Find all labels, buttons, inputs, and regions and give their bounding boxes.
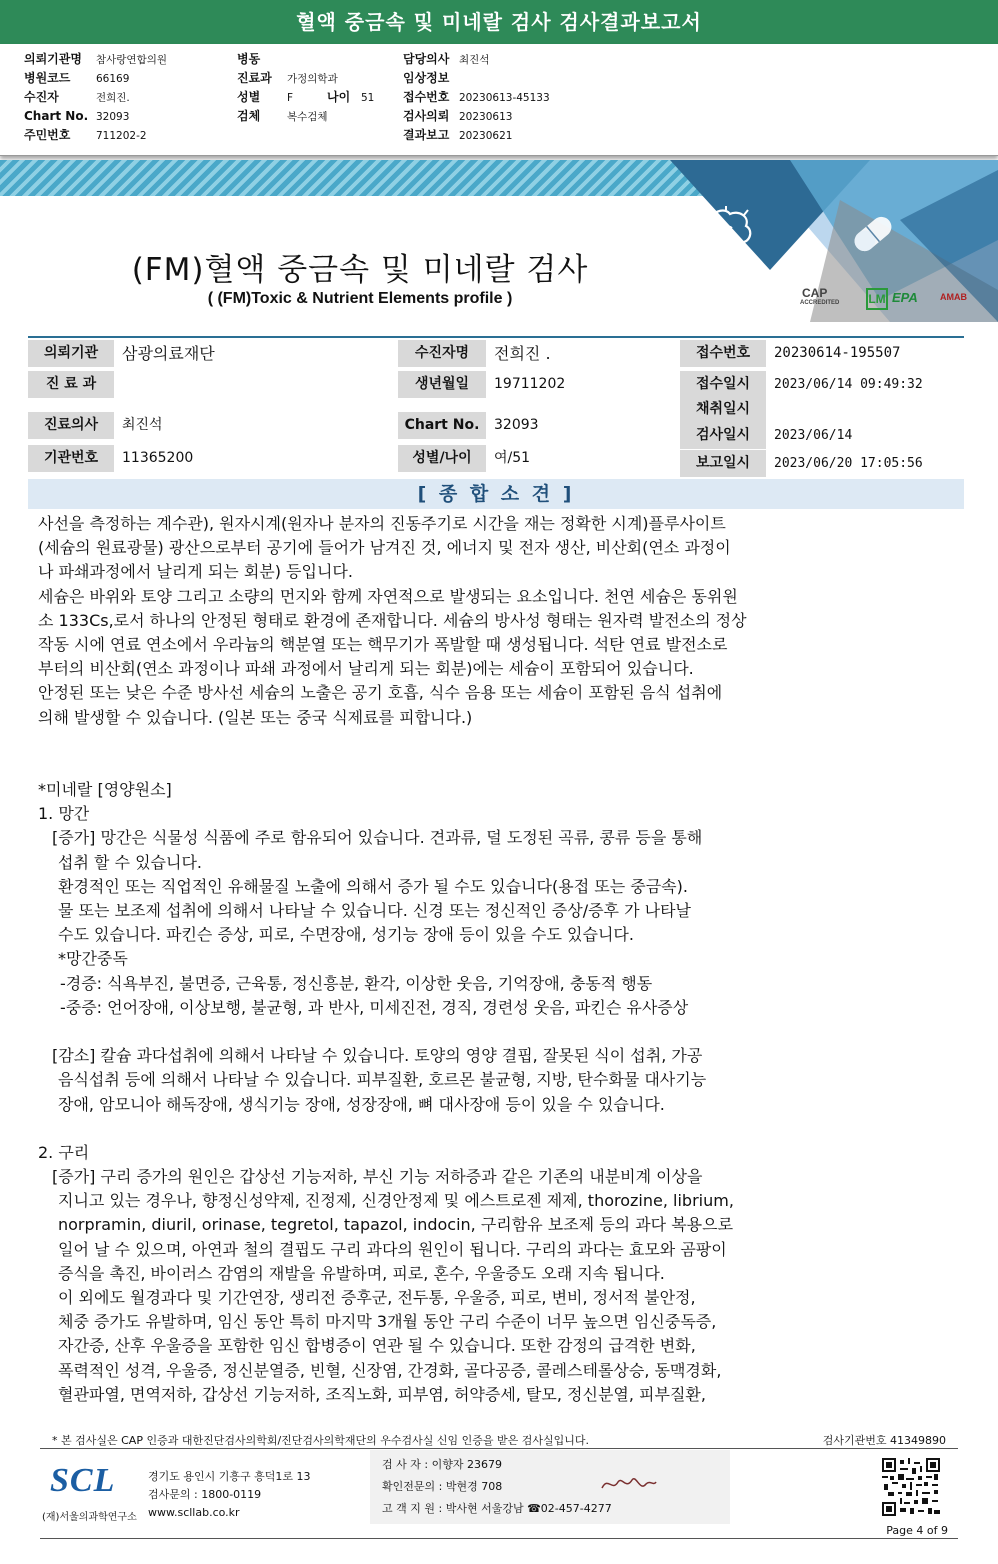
divider	[40, 1538, 958, 1539]
info-value: 최진석	[459, 54, 490, 66]
info-value: 20230621	[459, 130, 513, 142]
test-banner	[0, 160, 998, 322]
brain-icon	[698, 206, 756, 258]
lab-address: 경기도 용인시 기흥구 흥덕1로 13	[148, 1470, 311, 1483]
tester: 검 사 자 : 이향자 23679	[382, 1458, 502, 1471]
chart-value: 32093	[488, 412, 678, 439]
collect-label: 채취일시	[680, 396, 766, 423]
text-line: *망간중독	[58, 949, 128, 969]
doctor-label: 진료의사	[28, 412, 114, 439]
scl-logo: SCL	[50, 1462, 116, 1499]
birth-value: 19711202	[488, 371, 678, 398]
info-value: 32093	[96, 111, 130, 123]
info-value: 전희진.	[96, 92, 130, 104]
patient-info-table	[28, 336, 964, 471]
copper-heading: 2. 구리	[38, 1142, 90, 1162]
info-label: 나이	[327, 90, 351, 104]
qr-code-icon	[882, 1458, 940, 1516]
info-label: 의뢰기관명	[24, 52, 82, 66]
report-title: 혈액 중금속 및 미네랄 검사 검사결과보고서	[0, 0, 998, 44]
amab-logo: AMAB	[940, 292, 967, 302]
staff-panel	[370, 1450, 730, 1524]
info-label: 결과보고	[403, 128, 450, 142]
info-label: 성별	[237, 90, 261, 104]
text-line: 자간증, 산후 우울증을 포함한 임신 합병증이 연관 될 수 있습니다. 또한 감정의 급격한 변화,	[58, 1336, 696, 1356]
inst-label: 의뢰기관	[28, 340, 114, 367]
info-label: 접수번호	[403, 90, 450, 104]
dept-label: 진 료 과	[28, 371, 114, 398]
recv-date-label: 접수일시	[680, 371, 766, 398]
divider	[40, 1448, 958, 1449]
mineral-heading: *미네랄 [영양원소]	[38, 780, 172, 800]
banner-subtitle: ( (FM)Toxic & Nutrient Elements profile )	[207, 290, 513, 307]
reviewer: 확인전문의 : 박현경 708	[382, 1480, 503, 1493]
request-info-panel	[0, 44, 998, 156]
signature-image	[598, 1472, 658, 1496]
cap-logo-sub: ACCREDITED	[800, 300, 840, 306]
text-line: 체중 증가도 유발하며, 임신 동안 특히 마지막 3개월 동안 구리 수준이 너무 높으면 임신중독증,	[58, 1312, 717, 1332]
table-row	[28, 448, 964, 477]
text-line: 섭취 할 수 있습니다.	[58, 852, 202, 872]
summary-body	[38, 512, 898, 1407]
certification-note: * 본 검사실은 CAP 인증과 대한진단검사의학회/진단검사의학재단의 우수검사실 신임 인증을 받은 검사실입니다.	[52, 1434, 590, 1447]
summary-heading: [ 종 합 소 견 ]	[28, 479, 964, 509]
cap-logo-text: CAP	[802, 286, 828, 300]
epa-logo: EPA	[892, 290, 918, 305]
info-label: 임상정보	[403, 71, 450, 85]
info-value: 20230613-45133	[459, 92, 550, 104]
info-label: 수진자	[24, 90, 59, 104]
text-line: 증식을 촉진, 바이러스 감염의 재발을 유발하며, 피로, 혼수, 우울증도 오래 지속 됩니다.	[58, 1263, 665, 1283]
text-line: 세슘은 바위와 토양 그리고 소량의 먼지와 함께 자연적으로 발생되는 요소입니다. 천연 세슘은 동위원	[38, 586, 738, 606]
text-line: 의해 발생할 수 있습니다. (일본 또는 중국 식제료를 피합니다.)	[38, 707, 473, 727]
recv-no-value: 20230614-195507	[774, 345, 901, 361]
text-line: -중증: 언어장애, 이상보행, 불균형, 과 반사, 미세진전, 경직, 경련성 웃음, 파킨슨 유사증상	[60, 997, 689, 1017]
text-line: [감소] 칼슘 과다섭취에 의해서 나타날 수 있습니다. 토양의 영양 결핍, 잘못된 식이 섭취, 가공	[52, 1046, 703, 1066]
text-line: 장애, 암모니아 해독장애, 생식기능 장애, 성장장애, 뼈 대사장애 등이 있을 수 있습니다.	[58, 1094, 665, 1114]
manganese-heading: 1. 망간	[38, 804, 90, 824]
report-date-label: 보고일시	[680, 450, 766, 477]
report-date-value: 2023/06/20 17:05:56	[774, 456, 923, 471]
doctor-value: 최진석	[116, 412, 396, 439]
info-label: 검체	[237, 109, 261, 123]
text-line: 음식섭취 등에 의해서 나타날 수 있습니다. 피부질환, 호르몬 불균형, 지방, 탄수화물 대사기능	[58, 1070, 707, 1090]
request-info-col2	[237, 50, 374, 126]
text-line: 안정된 또는 낮은 수준 방사선 세슘의 노출은 공기 호흡, 식수 음용 또는 세슘이 포함된 음식 섭취에	[38, 683, 723, 703]
text-line: 수도 있습니다. 파킨슨 증상, 피로, 수면장애, 성기능 장애 등이 있을 수도 있습니다.	[58, 925, 634, 945]
text-line: 일어 날 수 있으며, 아연과 철의 결핍도 구리 과다의 원인이 됩니다. 구리의 과다는 효모와 곰팡이	[58, 1239, 727, 1259]
text-line: [증가] 구리 증가의 원인은 갑상선 기능저하, 부신 기능 저하증과 같은 기존의 내분비계 이상을	[52, 1167, 703, 1187]
text-line: 지니고 있는 경우나, 향정신성약제, 진정제, 신경안정제 및 에스트로젠 제제, thorozine, librium,	[58, 1191, 734, 1211]
text-line: (세슘의 원료광물) 광산으로부터 공기에 들어가 남겨진 것, 에너지 및 전자 생산, 비산회(연소 과정이	[38, 538, 731, 558]
institution-reg-no: 검사기관번호 41349890	[822, 1434, 946, 1447]
sexage-value: 여/51	[488, 445, 678, 472]
recv-no-label: 접수번호	[680, 340, 766, 367]
info-label: 진료과	[237, 71, 272, 85]
chart-label: Chart No.	[398, 412, 486, 439]
org-name: (재)서울의과학연구소	[42, 1512, 137, 1523]
text-line: 사선을 측정하는 계수관), 원자시계(원자나 분자의 진동주기로 시간을 재는 정확한 시계)플루사이트	[38, 514, 726, 533]
lab-contact	[148, 1468, 311, 1522]
info-value: 20230613	[459, 111, 513, 123]
text-line: 나 파쇄과정에서 날리게 되는 회분) 등입니다.	[38, 562, 353, 582]
lm-logo: LM	[866, 288, 888, 310]
info-value: 복수검체	[287, 111, 328, 123]
request-info-col3	[403, 50, 550, 145]
cap-logo	[802, 286, 827, 300]
name-value: 전희진 .	[488, 340, 678, 367]
info-value: 가정의학과	[287, 73, 338, 85]
info-label: 검사의뢰	[403, 109, 450, 123]
name-label: 수진자명	[398, 340, 486, 367]
lab-phone: 검사문의 : 1800-0119	[148, 1488, 262, 1501]
text-line: 폭력적인 성격, 우울증, 정신분열증, 빈혈, 신장염, 간경화, 골다공증, 콜레스테롤상승, 동맥경화,	[58, 1360, 722, 1380]
info-label: Chart No.	[24, 109, 89, 123]
text-line: 부터의 비산회(연소 과정이나 파쇄 과정에서 날리게 되는 회분)에는 세슘이 포함되어 있습니다.	[38, 659, 694, 679]
table-row	[28, 338, 964, 367]
page-number: Page 4 of 9	[886, 1524, 948, 1537]
text-line: -경증: 식욕부진, 불면증, 근육통, 정신흥분, 환각, 이상한 웃음, 기억장애, 충동적 행동	[60, 973, 653, 993]
sexage-label: 성별/나이	[398, 445, 486, 472]
customer-support: 고 객 지 원 : 박사현 서울강남 ☎02-457-4277	[382, 1502, 612, 1515]
info-value: 51	[361, 92, 375, 104]
text-line: 이 외에도 월경과다 및 기간연장, 생리전 증후군, 전두통, 우울증, 피로, 변비, 정서적 불안정,	[58, 1288, 696, 1307]
info-value: 참사랑연합의원	[96, 54, 168, 66]
info-label: 병동	[237, 52, 261, 66]
text-line: 작동 시에 연료 연소에서 우라늄의 핵분열 또는 핵무기가 폭발할 때 생성됩니다. 석탄 연료 발전소로	[38, 634, 728, 654]
text-line: 혈관파열, 면역저하, 갑상선 기능저하, 조직노화, 피부염, 허약증세, 탈모, 정신분열, 피부질환,	[58, 1384, 706, 1404]
code-value: 11365200	[116, 445, 396, 472]
birth-label: 생년월일	[398, 371, 486, 398]
info-label: 주민번호	[24, 128, 71, 142]
banner-title: (FM)혈액 중금속 및 미네랄 검사	[131, 252, 589, 288]
info-value: F	[287, 92, 294, 104]
info-label: 병원코드	[24, 71, 71, 85]
report-footer	[0, 1428, 998, 1564]
text-line: 물 또는 보조제 섭취에 의해서 나타날 수 있습니다. 신경 또는 정신적인 증상/증후 가 나타날	[58, 901, 692, 920]
text-line: 소 133Cs,로서 하나의 안정된 형태로 환경에 존재합니다. 세슘의 방사성 형태는 원자력 발전소의 정상	[38, 610, 747, 630]
text-line: norpramin, diuril, orinase, tegretol, tapazol, indocin, 구리함유 보조제 등의 과다 복용으로	[58, 1215, 734, 1235]
test-date-label: 검사일시	[680, 422, 766, 449]
info-value: 711202-2	[96, 130, 147, 142]
info-value: 66169	[96, 73, 130, 85]
text-line: [증가] 망간은 식물성 식품에 주로 함유되어 있습니다. 견과류, 덜 도정된 곡류, 콩류 등을 통해	[52, 828, 703, 848]
recv-date-value: 2023/06/14 09:49:32	[774, 377, 923, 392]
info-label: 담당의사	[403, 52, 450, 66]
inst-value: 삼광의료재단	[116, 340, 396, 367]
request-info-col1	[24, 50, 167, 145]
code-label: 기관번호	[28, 445, 114, 472]
lab-website[interactable]: www.scllab.co.kr	[148, 1506, 240, 1519]
test-date-value: 2023/06/14	[774, 428, 853, 443]
capsule-icon	[848, 210, 898, 258]
text-line: 환경적인 또는 직업적인 유해물질 노출에 의해서 증가 될 수도 있습니다(용접 또는 중금속).	[58, 876, 688, 896]
